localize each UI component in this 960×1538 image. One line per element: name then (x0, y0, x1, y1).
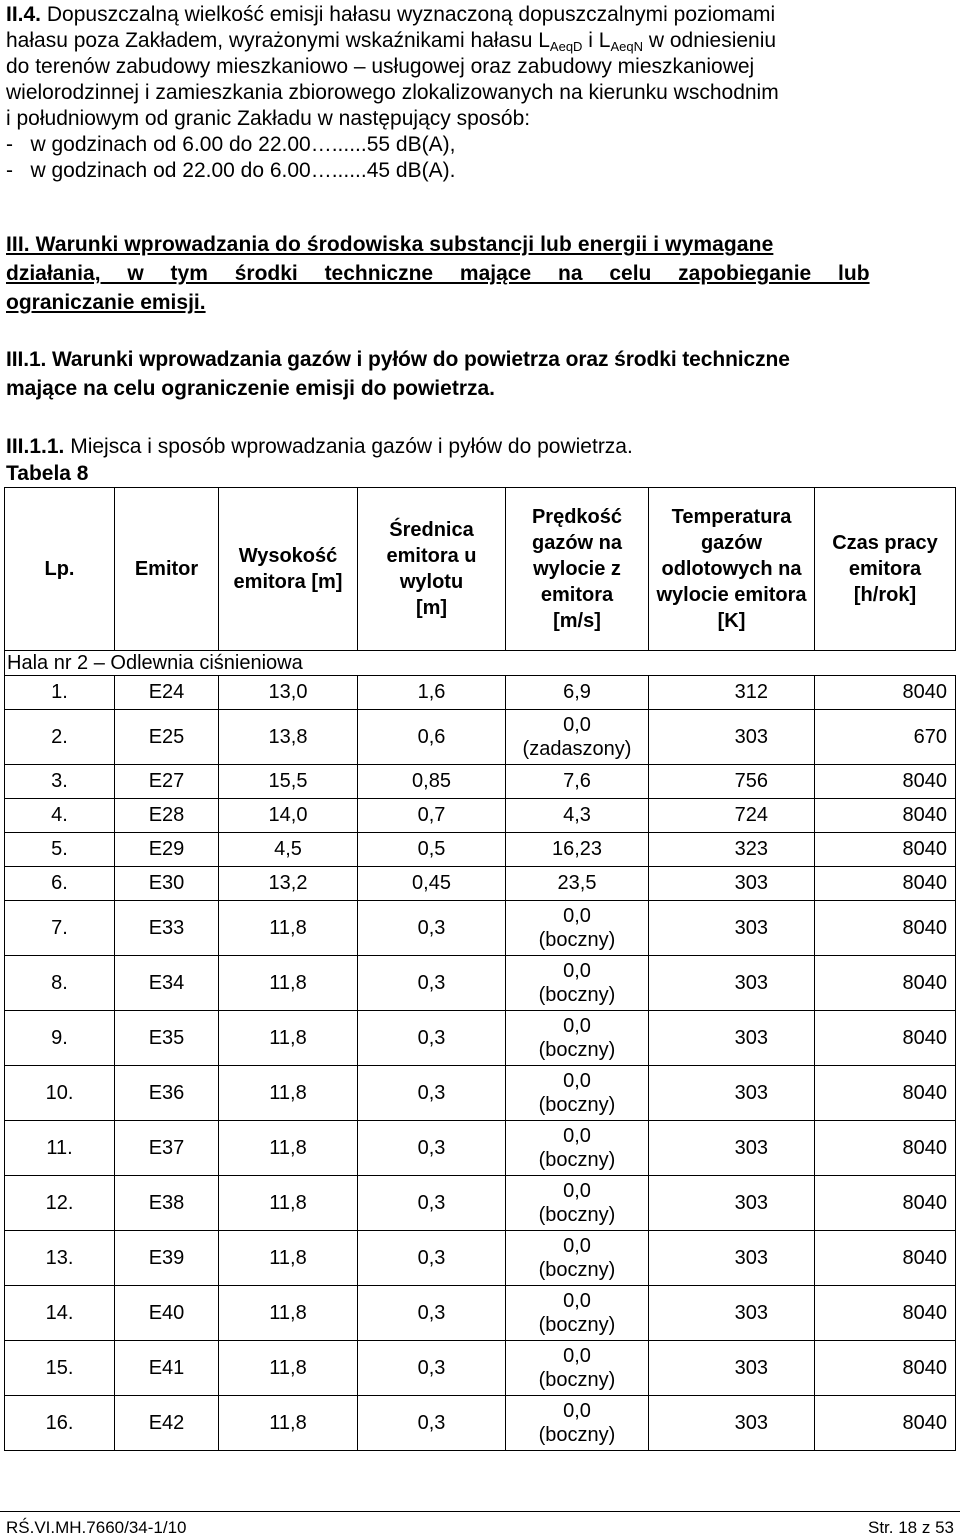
table-cell: 0,3 (358, 1011, 506, 1066)
table-row (5, 799, 956, 833)
table-row (5, 676, 956, 710)
table-cell: 0,85 (358, 765, 506, 799)
table-cell: 11,8 (219, 1231, 358, 1286)
table-cell: 3. (5, 765, 115, 799)
cell-value: 0,0 (563, 1400, 591, 1422)
table-cell: 4. (5, 799, 115, 833)
table-cell (506, 1396, 649, 1451)
table-cell: E40 (115, 1286, 219, 1341)
table-cell (506, 1176, 649, 1231)
table-cell: 11,8 (219, 1121, 358, 1176)
table-cell: 303 (649, 956, 815, 1011)
table-cell: 16. (5, 1396, 115, 1451)
section-number: III.1.1. (6, 435, 65, 458)
cell-value: 6,9 (563, 681, 591, 703)
cell-value: 0,0 (563, 905, 591, 927)
table-cell: 13. (5, 1231, 115, 1286)
table-cell: 15,5 (219, 765, 358, 799)
table-cell: E30 (115, 867, 219, 901)
table-cell (506, 1121, 649, 1176)
list-item: - w godzinach od 22.00 do 6.00…......45 dB(A). (6, 159, 456, 182)
cell-note: (boczny) (538, 1094, 616, 1116)
table-cell: 8040 (815, 1231, 956, 1286)
table-cell: 303 (649, 1231, 815, 1286)
table-cell (506, 710, 649, 765)
table-cell: 303 (649, 1176, 815, 1231)
header-cell: Średnica emitora u wylotu [m] (358, 488, 506, 651)
table-cell: 8040 (815, 1011, 956, 1066)
heading-line: działania, w tym środki techniczne mające na celu zapobieganie lub (6, 262, 870, 285)
table-cell: E34 (115, 956, 219, 1011)
table-cell: 303 (649, 710, 815, 765)
header-cell: Prędkość gazów na wylocie z emitora [m/s] (506, 488, 649, 651)
table-cell: 11,8 (219, 1286, 358, 1341)
subscript: AeqN (610, 39, 643, 54)
table-row (5, 833, 956, 867)
table-cell: 8040 (815, 1341, 956, 1396)
table-row (5, 1176, 956, 1231)
table-cell: 0,45 (358, 867, 506, 901)
table-cell: E28 (115, 799, 219, 833)
table-cell (506, 901, 649, 956)
table-row (5, 710, 956, 765)
table-cell: 9. (5, 1011, 115, 1066)
table-cell: E24 (115, 676, 219, 710)
table-cell: 303 (649, 1341, 815, 1396)
table-cell: 303 (649, 1121, 815, 1176)
table-cell: 0,6 (358, 710, 506, 765)
paragraph-line (6, 2, 956, 28)
cell-note: (boczny) (538, 1204, 616, 1226)
cell-value: 0,0 (563, 714, 591, 736)
cell-note: (boczny) (538, 1259, 616, 1281)
table-cell (506, 833, 649, 867)
table-cell: 8040 (815, 901, 956, 956)
table-cell (506, 1286, 649, 1341)
table-cell: 756 (649, 765, 815, 799)
table-cell (506, 1341, 649, 1396)
table-cell: 0,3 (358, 901, 506, 956)
table-cell: 8040 (815, 1396, 956, 1451)
footer-page-number: Str. 18 z 53 (868, 1518, 954, 1537)
table-header-row (5, 488, 956, 651)
table-cell: 8040 (815, 833, 956, 867)
paragraph-text: Dopuszczalną wielkość emisji hałasu wyznaczoną dopuszczalnymi poziomami (46, 3, 776, 26)
section-3-1-heading (6, 345, 956, 403)
table-cell: 670 (815, 710, 956, 765)
table-cell: 13,2 (219, 867, 358, 901)
table-cell: 11,8 (219, 1341, 358, 1396)
cell-note: (boczny) (538, 929, 616, 951)
table-cell (506, 867, 649, 901)
table-cell: 8040 (815, 765, 956, 799)
table-cell: 0,7 (358, 799, 506, 833)
cell-note: (boczny) (538, 984, 616, 1006)
table-cell: E27 (115, 765, 219, 799)
table-cell: 8040 (815, 1121, 956, 1176)
table-cell: 0,3 (358, 1066, 506, 1121)
table-cell: 1,6 (358, 676, 506, 710)
header-cell: Temperatura gazów odlotowych na wylocie emitora [K] (649, 488, 815, 651)
paragraph-line: do terenów zabudowy mieszkaniowo – usługowej oraz zabudowy mieszkaniowej (6, 55, 755, 78)
table-cell: 0,3 (358, 1176, 506, 1231)
table-cell: 2. (5, 710, 115, 765)
table-cell: 10. (5, 1066, 115, 1121)
emitters-table (4, 487, 956, 1451)
list-item: - w godzinach od 6.00 do 22.00…......55 dB(A), (6, 133, 456, 156)
cell-note: (boczny) (538, 1149, 616, 1171)
table-cell: E29 (115, 833, 219, 867)
heading-line: mające na celu ograniczenie emisji do powietrza. (6, 377, 495, 400)
footer-divider (0, 1511, 960, 1512)
table-cell: 303 (649, 1286, 815, 1341)
table-cell: E25 (115, 710, 219, 765)
cell-value: 0,0 (563, 960, 591, 982)
subscript: AeqD (549, 39, 583, 54)
paragraph-text: hałasu poza Zakładem, wyrażonymi wskaźnikami hałasu L (6, 29, 550, 52)
paragraph-text: i L (582, 29, 611, 52)
table-row (5, 956, 956, 1011)
table-cell: E33 (115, 901, 219, 956)
table-cell: 8040 (815, 1066, 956, 1121)
table-cell: 7. (5, 901, 115, 956)
header-cell: Czas pracy emitora [h/rok] (815, 488, 956, 651)
cell-note: (boczny) (538, 1424, 616, 1446)
table-cell: 4,5 (219, 833, 358, 867)
table-cell: 11,8 (219, 956, 358, 1011)
table-title: Tabela 8 (6, 462, 89, 485)
table-cell: E38 (115, 1176, 219, 1231)
table-cell: 724 (649, 799, 815, 833)
table-cell: 0,3 (358, 1231, 506, 1286)
section-label: Hala nr 2 – Odlewnia ciśnieniowa (5, 651, 956, 676)
table-cell: 15. (5, 1341, 115, 1396)
table-cell: 0,3 (358, 956, 506, 1011)
section-3-heading (6, 230, 956, 317)
table-cell: E35 (115, 1011, 219, 1066)
table-cell: 14,0 (219, 799, 358, 833)
table-cell: 0,3 (358, 1121, 506, 1176)
table-cell: 11. (5, 1121, 115, 1176)
table-cell: 312 (649, 676, 815, 710)
footer-doc-number: RŚ.VI.MH.7660/34-1/10 (6, 1518, 187, 1537)
cell-value: 4,3 (563, 804, 591, 826)
cell-value: 0,0 (563, 1345, 591, 1367)
cell-value: 23,5 (557, 872, 597, 894)
table-cell: 0,5 (358, 833, 506, 867)
cell-value: 0,0 (563, 1070, 591, 1092)
table-cell: 11,8 (219, 1066, 358, 1121)
heading-text: Miejsca i sposób wprowadzania gazów i pyłów do powietrza. (64, 435, 633, 458)
cell-note: (boczny) (538, 1314, 616, 1336)
paragraph-2-4 (6, 2, 956, 184)
table-row (5, 1231, 956, 1286)
table-cell: 303 (649, 1011, 815, 1066)
table-cell: 8. (5, 956, 115, 1011)
table-cell: 13,0 (219, 676, 358, 710)
section-number: II.4. (6, 3, 42, 26)
table-cell: 12. (5, 1176, 115, 1231)
cell-note: (boczny) (538, 1369, 616, 1391)
table-cell: 6. (5, 867, 115, 901)
heading-line: III. Warunki wprowadzania do środowiska substancji lub energii i wymagane (6, 233, 774, 256)
cell-note: (zadaszony) (522, 738, 632, 760)
table-cell: 11,8 (219, 901, 358, 956)
table-cell: E39 (115, 1231, 219, 1286)
paragraph-text: w odniesieniu (643, 29, 777, 52)
cell-value: 0,0 (563, 1015, 591, 1037)
table-cell (506, 765, 649, 799)
table-cell: 11,8 (219, 1011, 358, 1066)
header-cell: Emitor (115, 488, 219, 651)
table-row (5, 1286, 956, 1341)
table-row (5, 1011, 956, 1066)
table-cell (506, 1066, 649, 1121)
table-cell: 8040 (815, 1286, 956, 1341)
table-cell: 11,8 (219, 1176, 358, 1231)
paragraph-line: wielorodzinnej i zamieszkania zbiorowego zlokalizowanych na kierunku wschodnim (6, 81, 779, 104)
table-cell: E37 (115, 1121, 219, 1176)
table-cell: 0,3 (358, 1341, 506, 1396)
paragraph-line: i południowym od granic Zakładu w następujący sposób: (6, 107, 531, 130)
table-row (5, 1121, 956, 1176)
heading-line: ograniczanie emisji. (6, 291, 206, 314)
table-row (5, 1396, 956, 1451)
table-cell: 303 (649, 901, 815, 956)
table-cell: 1. (5, 676, 115, 710)
cell-value: 0,0 (563, 1180, 591, 1202)
table-row (5, 1066, 956, 1121)
heading-line: III.1. Warunki wprowadzania gazów i pyłów do powietrza oraz środki techniczne (6, 348, 790, 371)
table-row (5, 1341, 956, 1396)
table-row (5, 901, 956, 956)
table-cell: 8040 (815, 867, 956, 901)
table-cell: 303 (649, 867, 815, 901)
header-cell: Wysokość emitora [m] (219, 488, 358, 651)
cell-value: 16,23 (551, 838, 603, 860)
cell-value: 0,0 (563, 1290, 591, 1312)
table-cell (506, 799, 649, 833)
cell-value: 7,6 (563, 770, 591, 792)
header-cell: Lp. (5, 488, 115, 651)
table-cell: 0,3 (358, 1286, 506, 1341)
table-cell: 303 (649, 1066, 815, 1121)
table-cell: E36 (115, 1066, 219, 1121)
table-cell: E41 (115, 1341, 219, 1396)
table-cell: 8040 (815, 1176, 956, 1231)
table-cell (506, 1011, 649, 1066)
table-cell: 5. (5, 833, 115, 867)
table-cell (506, 676, 649, 710)
table-cell: E42 (115, 1396, 219, 1451)
cell-value: 0,0 (563, 1125, 591, 1147)
table-cell (506, 956, 649, 1011)
table-cell: 13,8 (219, 710, 358, 765)
table-cell: 8040 (815, 799, 956, 833)
table-section-row (5, 651, 956, 676)
section-3-1-1-heading (6, 434, 633, 460)
table-row (5, 867, 956, 901)
table-cell (506, 1231, 649, 1286)
table-cell: 8040 (815, 956, 956, 1011)
paragraph-line (6, 28, 956, 54)
table-cell: 323 (649, 833, 815, 867)
table-cell: 0,3 (358, 1396, 506, 1451)
table-cell: 8040 (815, 676, 956, 710)
table-cell: 11,8 (219, 1396, 358, 1451)
table-cell: 14. (5, 1286, 115, 1341)
table-row (5, 765, 956, 799)
cell-note: (boczny) (538, 1039, 616, 1061)
table-cell: 303 (649, 1396, 815, 1451)
cell-value: 0,0 (563, 1235, 591, 1257)
